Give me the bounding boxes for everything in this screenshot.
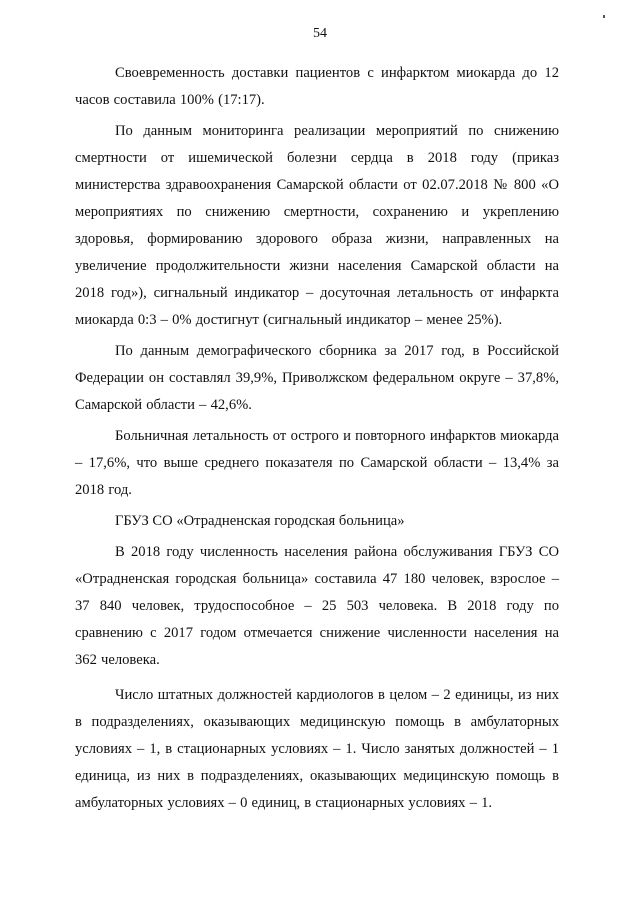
paragraph-cardiologist-positions: Число штатных должностей кардиологов в целом – 2 единицы, из них в подразделениях, оказывающих медицинскую помощь в амбулаторных условиях – 1, в стационарных условиях – 1. Число занятых должностей – 1 единица, из них в подразделениях, оказывающих медицинскую помощь в амбулаторных условиях – 0 единиц, в стационарных условиях – 1. bbox=[75, 687, 559, 811]
scan-mark bbox=[603, 15, 605, 18]
paragraph-demographics: По данным демографического сборника за 2017 год, в Российской Федерации он составлял 39,9%, Приволжском федеральном округе – 37,8%, Самарской области – 42,6%. bbox=[75, 343, 559, 413]
page-number: 54 bbox=[313, 26, 327, 41]
paragraph-delivery-timeliness: Своевременность доставки пациентов с инфарктом миокарда до 12 часов составила 100% (17:17). bbox=[75, 65, 559, 108]
page-content bbox=[75, 60, 559, 817]
section-heading-hospital: ГБУЗ СО «Отрадненская городская больница» bbox=[115, 513, 405, 529]
paragraph-population: В 2018 году численность населения района обслуживания ГБУЗ СО «Отрадненская городская больница» составила 47 180 человек, взрослое – 37 840 человек, трудоспособное – 25 503 человека. В 2018 году по сравнению с 2017 годом отмечается снижение численности населения на 362 человека. bbox=[75, 544, 559, 668]
paragraph-monitoring: По данным мониторинга реализации мероприятий по снижению смертности от ишемической болезни сердца в 2018 году (приказ министерства здравоохранения Самарской области от 02.07.2018 № 800 «О мероприятиях по снижению смертности, сохранению и укреплению здоровья, формированию здорового образа жизни, направленных на увеличение продолжительности жизни населения Самарской области на 2018 год»), сигнальный индикатор – досуточная летальность от инфаркта миокарда 0:3 – 0% достигнут (сигнальный индикатор – менее 25%). bbox=[75, 123, 559, 328]
paragraph-hospital-mortality: Больничная летальность от острого и повторного инфарктов миокарда – 17,6%, что выше среднего показателя по Самарской области – 13,4% за 2018 год. bbox=[75, 428, 559, 498]
